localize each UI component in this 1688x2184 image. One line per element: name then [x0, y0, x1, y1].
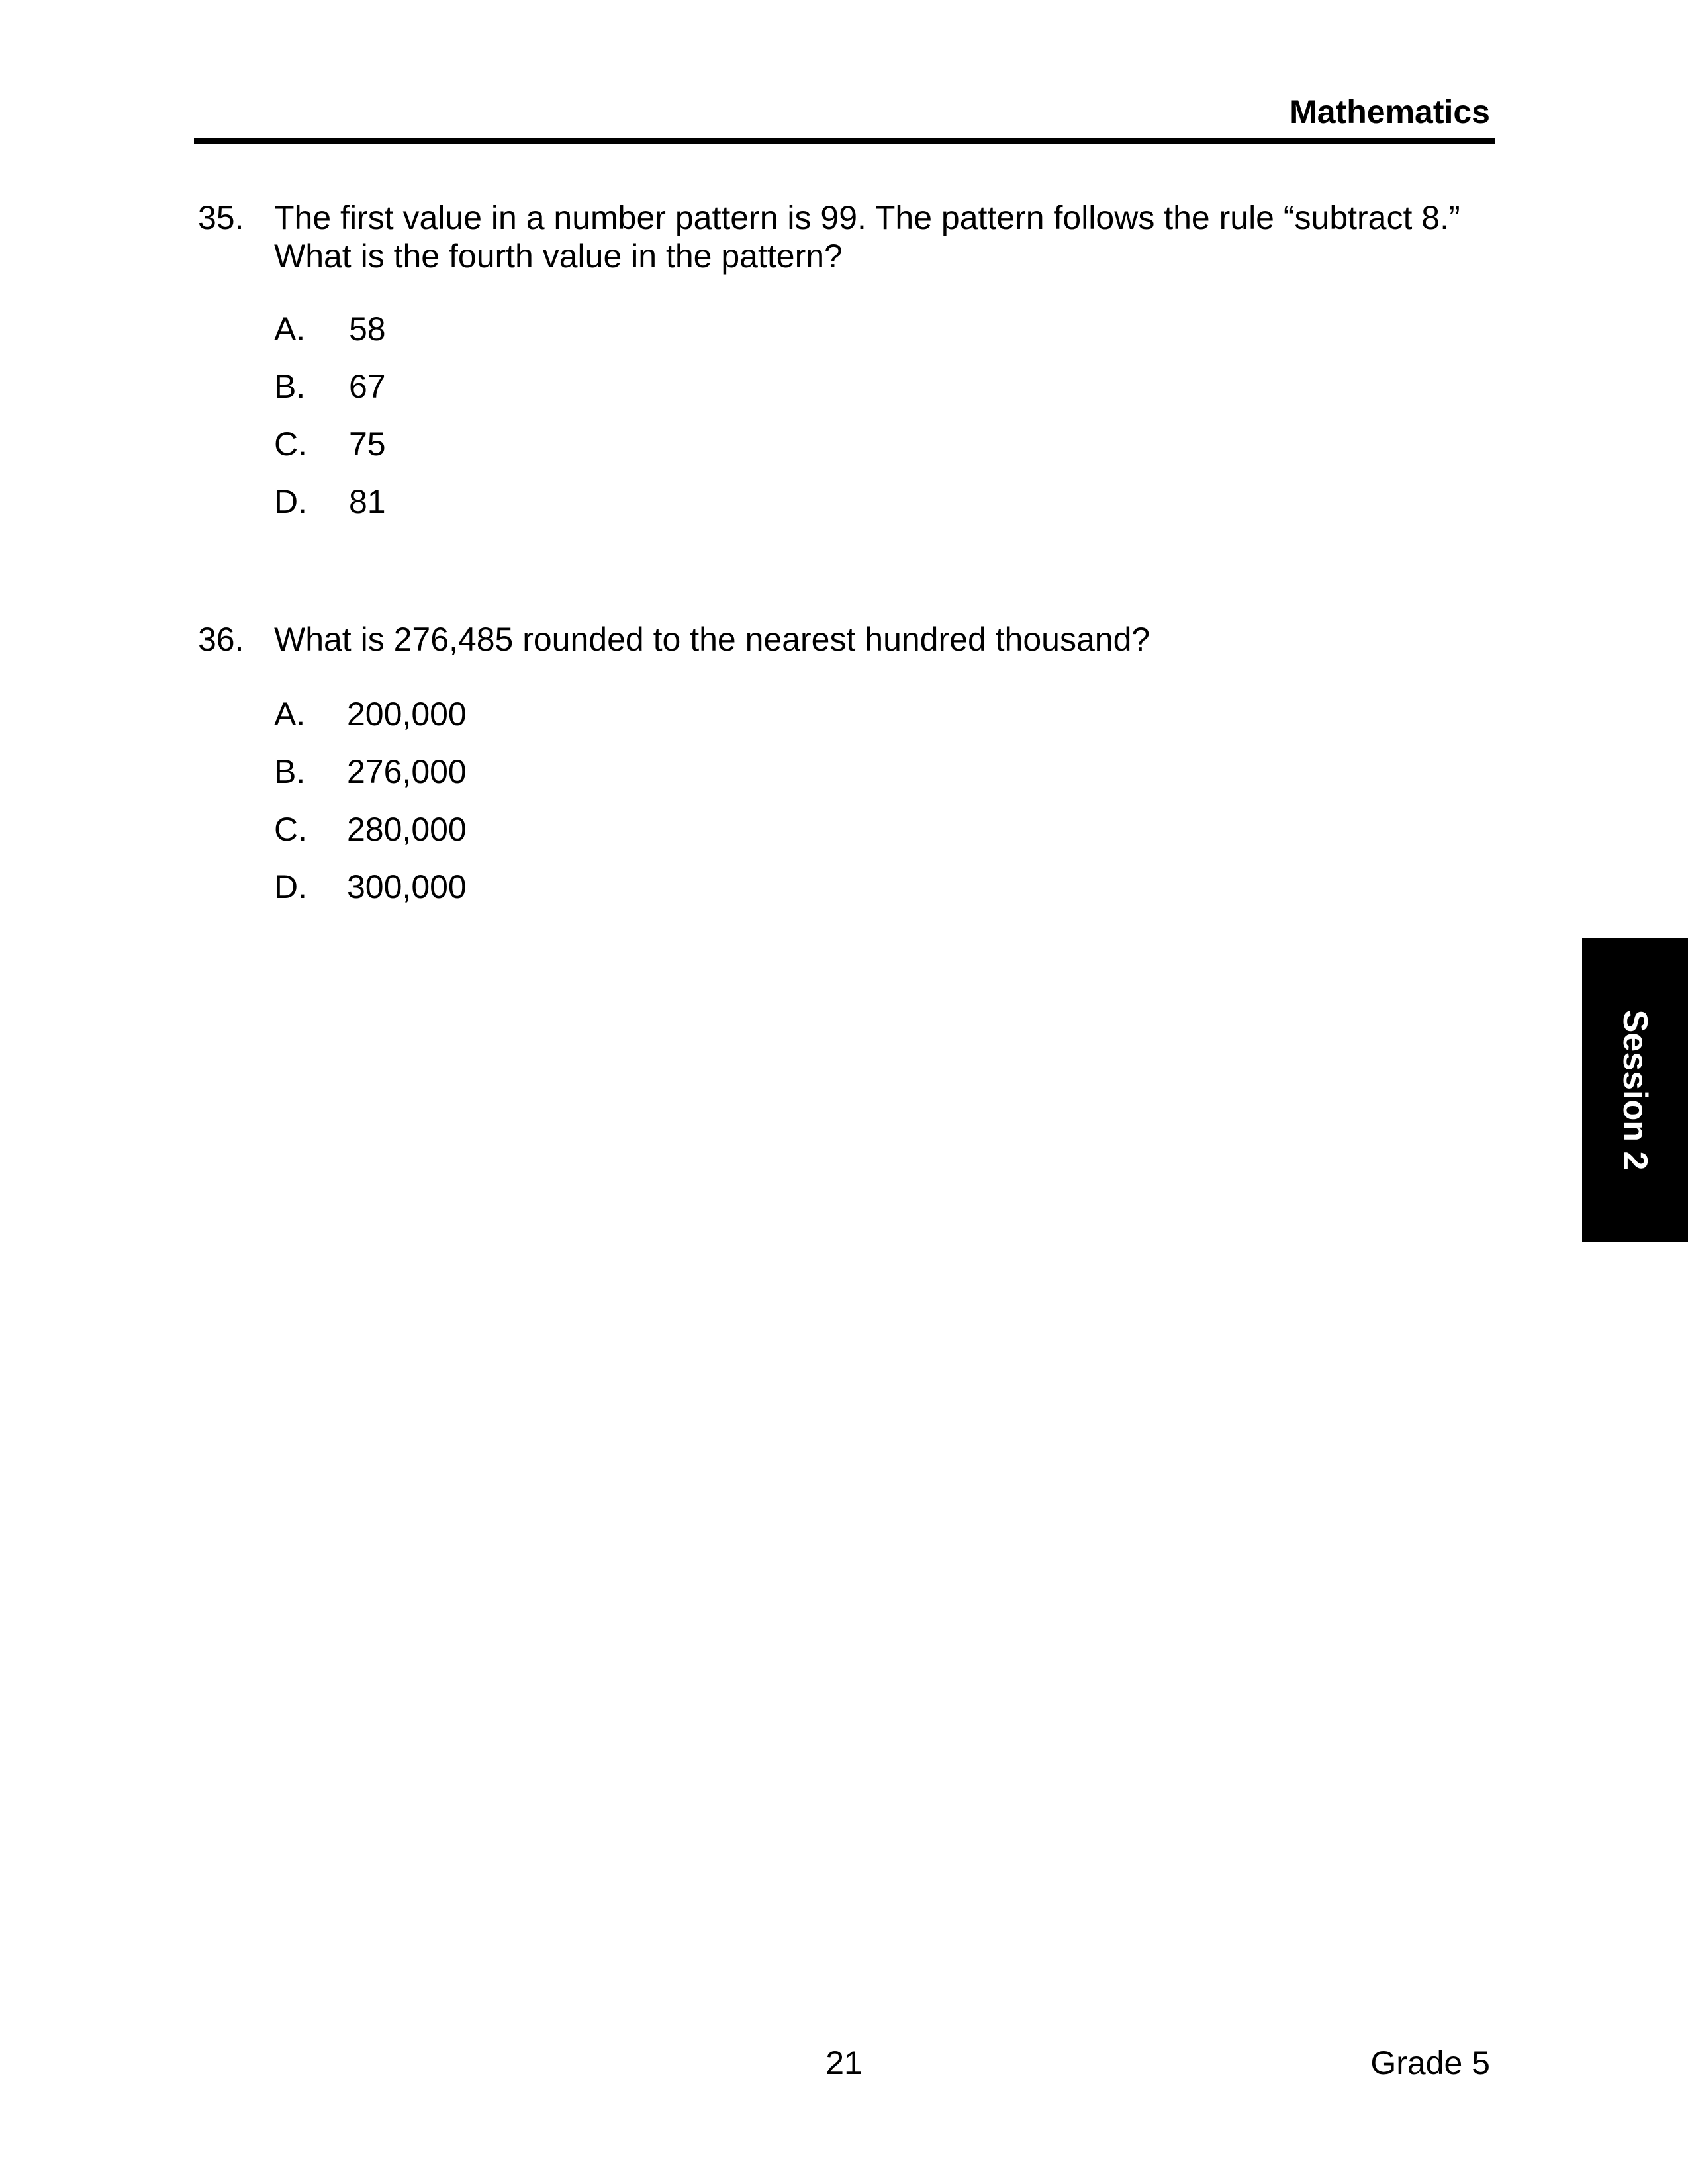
option-value: 280,000: [347, 811, 467, 848]
option-value: 75: [349, 426, 386, 463]
question-text: [274, 620, 1495, 659]
answer-option-c[interactable]: [274, 810, 1495, 868]
option-value: 67: [349, 368, 386, 405]
option-letter: D.: [274, 868, 307, 905]
option-letter: C.: [274, 426, 307, 463]
answer-option-b[interactable]: [274, 367, 1495, 425]
answer-option-a[interactable]: [274, 695, 1495, 752]
answer-options: [274, 695, 1495, 925]
option-value: 276,000: [347, 753, 467, 790]
option-value: 81: [349, 483, 386, 520]
session-label: Session 2: [1616, 1009, 1654, 1171]
option-letter: B.: [274, 753, 306, 790]
session-tab: [1582, 938, 1688, 1242]
header-subject: Mathematics: [1289, 93, 1490, 130]
question-35: [198, 199, 1495, 540]
question-number: 35.: [198, 199, 244, 236]
option-letter: A.: [274, 696, 306, 733]
option-value: 58: [349, 310, 386, 347]
question-text-line: What is the fourth value in the pattern?: [274, 238, 843, 275]
answer-option-a[interactable]: [274, 310, 1495, 367]
option-letter: D.: [274, 483, 307, 520]
question-text: [274, 199, 1495, 275]
option-letter: C.: [274, 811, 307, 848]
grade-label: Grade 5: [1370, 2044, 1490, 2081]
answer-options: [274, 310, 1495, 540]
question-text-line: The first value in a number pattern is 99. The pattern follows the rule “subtract 8.”: [274, 199, 1460, 236]
option-letter: B.: [274, 368, 306, 405]
answer-option-d[interactable]: [274, 482, 1495, 540]
question-36: [198, 620, 1495, 925]
option-letter: A.: [274, 310, 306, 347]
question-text-line: What is 276,485 rounded to the nearest hundred thousand?: [274, 621, 1150, 658]
page-number: 21: [825, 2044, 863, 2081]
question-number: 36.: [198, 621, 244, 658]
answer-option-d[interactable]: [274, 868, 1495, 925]
answer-option-b[interactable]: [274, 752, 1495, 810]
header-rule: [194, 138, 1495, 144]
option-value: 300,000: [347, 868, 467, 905]
option-value: 200,000: [347, 696, 467, 733]
answer-option-c[interactable]: [274, 425, 1495, 482]
